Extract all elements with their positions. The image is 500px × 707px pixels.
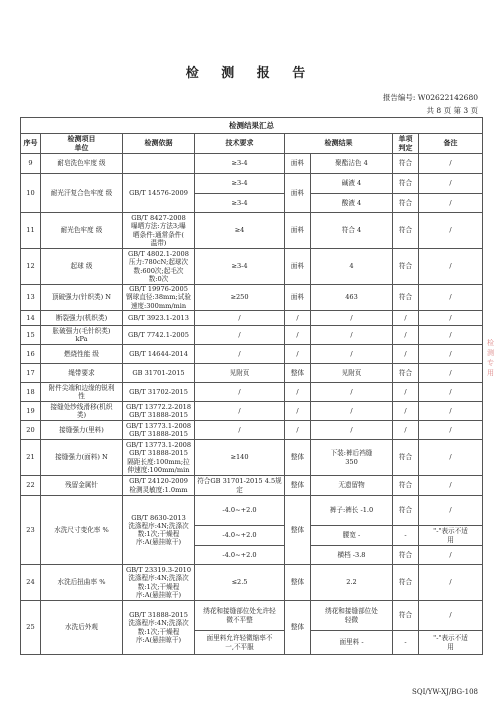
- cell-note: /: [419, 285, 483, 311]
- cell-req: /: [195, 383, 285, 402]
- cell-basis: GB/T 7742.1-2005: [123, 326, 195, 345]
- cell-req: ≥250: [195, 285, 285, 311]
- col-basis: 检测依据: [123, 134, 195, 154]
- cell-judge: /: [393, 311, 419, 326]
- cell-note: /: [419, 476, 483, 496]
- cell-part: 面料: [285, 213, 311, 249]
- cell-basis: GB/T 13772.2-2018 GB/T 31888-2015: [123, 402, 195, 421]
- table-row: [21, 326, 483, 345]
- table-row: [21, 174, 483, 194]
- cell-part: /: [285, 383, 311, 402]
- cell-seq: 13: [21, 285, 41, 311]
- cell-res: /: [311, 421, 393, 440]
- cell-judge: 符合: [393, 364, 419, 383]
- cell-note: /: [419, 326, 483, 345]
- cell-note: /: [419, 154, 483, 174]
- cell-part: 整体: [285, 565, 311, 601]
- cell-judge: 符合: [393, 154, 419, 174]
- col-res: 检测结果: [285, 134, 393, 154]
- report-number: 报告编号: W02622142680: [382, 93, 478, 102]
- results-table: [20, 117, 483, 655]
- cell-res: 463: [311, 285, 393, 311]
- table-row: [21, 565, 483, 601]
- cell-part: 面料: [285, 285, 311, 311]
- col-req: 技术要求: [195, 134, 285, 154]
- cell-res: 横档 -3.8: [311, 546, 393, 565]
- cell-res: 腰宽 -: [311, 526, 393, 546]
- cell-basis: GB/T 31702-2015: [123, 383, 195, 402]
- cell-res: 碱液 4: [311, 174, 393, 194]
- cell-note: /: [419, 440, 483, 476]
- cell-seq: 24: [21, 565, 41, 601]
- cell-seq: 10: [21, 174, 41, 213]
- cell-judge: 符合: [393, 249, 419, 285]
- table-row: [21, 154, 483, 174]
- col-item: 检测项目 单位: [41, 134, 123, 154]
- cell-basis: GB/T 13773.1-2008 GB/T 31888-2015: [123, 421, 195, 440]
- cell-res: 面里料 -: [311, 631, 393, 655]
- cell-seq: 18: [21, 383, 41, 402]
- table-row: [21, 249, 483, 285]
- cell-note: /: [419, 383, 483, 402]
- cell-judge: 符合: [393, 601, 419, 631]
- table-row: [21, 496, 483, 526]
- cell-item: 水洗后扭曲率 %: [41, 565, 123, 601]
- cell-item: 起球 级: [41, 249, 123, 285]
- cell-judge: 符合: [393, 440, 419, 476]
- cell-item: 接缝处纱线滑移(机织 类): [41, 402, 123, 421]
- cell-part: 面料: [285, 174, 311, 213]
- cell-res: 见附页: [311, 364, 393, 383]
- cell-judge: -: [393, 526, 419, 546]
- table-row: [21, 402, 483, 421]
- cell-req: /: [195, 402, 285, 421]
- cell-res: 下装:裤后裆缝 350: [311, 440, 393, 476]
- document-code: SQI/YW-XJ/BG-108: [412, 688, 478, 696]
- cell-req: -4.0~+2.0: [195, 546, 285, 565]
- cell-seq: 23: [21, 496, 41, 565]
- cell-res: 裤子:裤长 -1.0: [311, 496, 393, 526]
- cell-res: 符合 4: [311, 213, 393, 249]
- cell-seq: 15: [21, 326, 41, 345]
- cell-seq: 20: [21, 421, 41, 440]
- cell-judge: 符合: [393, 194, 419, 213]
- cell-basis: GB/T 8630-2013 洗涤程序:4N;洗涤次 数:1次;干燥程 序:A(悬挂晾干): [123, 496, 195, 565]
- cell-basis: GB/T 14644-2014: [123, 345, 195, 364]
- cell-note: "-"表示不适 用: [419, 631, 483, 655]
- cell-judge: 符合: [393, 285, 419, 311]
- cell-basis: GB 31701-2015: [123, 364, 195, 383]
- col-judge: 单项 判定: [393, 134, 419, 154]
- cell-part: 整体: [285, 496, 311, 565]
- cell-basis: GB/T 19976-2005 钢球直径:38mm;试验 速度:300mm/min: [123, 285, 195, 311]
- cell-basis: GB/T 31888-2015 洗涤程序:4N;洗涤次 数:1次;干燥程 序:A(悬挂晾干): [123, 601, 195, 655]
- cell-part: /: [285, 345, 311, 364]
- cell-item: 接缝强力(里料): [41, 421, 123, 440]
- page-info: 共 8 页 第 3 页: [426, 106, 478, 115]
- table-row: [21, 213, 483, 249]
- cell-res: 聚酯沾色 4: [311, 154, 393, 174]
- cell-judge: /: [393, 421, 419, 440]
- cell-part: /: [285, 402, 311, 421]
- cell-judge: 符合: [393, 213, 419, 249]
- cell-note: /: [419, 194, 483, 213]
- cell-judge: /: [393, 326, 419, 345]
- cell-part: /: [285, 311, 311, 326]
- cell-basis: GB/T 24120-2009 检测灵敏度:1.0mm: [123, 476, 195, 496]
- cell-part: /: [285, 421, 311, 440]
- cell-res: 绣花和接缝部位处 轻微: [311, 601, 393, 631]
- cell-item: 附件尖端和边缘的锐利 性: [41, 383, 123, 402]
- cell-part: 面料: [285, 154, 311, 174]
- cell-item: 接缝强力(面料) N: [41, 440, 123, 476]
- cell-req: /: [195, 311, 285, 326]
- cell-judge: 符合: [393, 174, 419, 194]
- cell-item: 水洗尺寸变化率 %: [41, 496, 123, 565]
- cell-judge: 符合: [393, 496, 419, 526]
- cell-req: ≥3-4: [195, 249, 285, 285]
- cell-req: 绣花和接缝部位处允许轻 微不平整: [195, 601, 285, 631]
- cell-part: 整体: [285, 601, 311, 655]
- cell-basis: GB/T 3923.1-2013: [123, 311, 195, 326]
- cell-req: 见附页: [195, 364, 285, 383]
- cell-part: 整体: [285, 476, 311, 496]
- cell-req: ≤2.5: [195, 565, 285, 601]
- table-row: [21, 311, 483, 326]
- cell-seq: 19: [21, 402, 41, 421]
- cell-judge: 符合: [393, 546, 419, 565]
- cell-res: 无遗留物: [311, 476, 393, 496]
- col-note: 备注: [419, 134, 483, 154]
- cell-item: 绳带要求: [41, 364, 123, 383]
- cell-part: /: [285, 326, 311, 345]
- cell-seq: 16: [21, 345, 41, 364]
- table-row: [21, 285, 483, 311]
- col-seq: 序号: [21, 134, 41, 154]
- cell-note: /: [419, 565, 483, 601]
- cell-note: /: [419, 421, 483, 440]
- cell-basis: GB/T 4802.1-2008 压力:780cN;起球次 数:600次;起毛次 数:0次: [123, 249, 195, 285]
- cell-seq: 21: [21, 440, 41, 476]
- cell-seq: 14: [21, 311, 41, 326]
- cell-part: 整体: [285, 440, 311, 476]
- cell-item: 耐光色牢度 级: [41, 213, 123, 249]
- cell-req: /: [195, 345, 285, 364]
- report-title: 检 测 报 告: [185, 66, 315, 81]
- cell-note: /: [419, 496, 483, 526]
- cell-item: 残留金属针: [41, 476, 123, 496]
- cell-judge: 符合: [393, 565, 419, 601]
- cell-res: /: [311, 383, 393, 402]
- cell-note: /: [419, 249, 483, 285]
- cell-seq: 11: [21, 213, 41, 249]
- cell-note: /: [419, 402, 483, 421]
- cell-basis: GB/T 23319.3-2010 洗涤程序:4N;洗涤次 数:1次;干燥程 序:A(悬挂晾干): [123, 565, 195, 601]
- table-row: [21, 345, 483, 364]
- cell-item: 顶破强力(针织类) N: [41, 285, 123, 311]
- cell-item: 断裂强力(机织类): [41, 311, 123, 326]
- cell-req: -4.0~+2.0: [195, 526, 285, 546]
- cell-res: 4: [311, 249, 393, 285]
- table-row: [21, 421, 483, 440]
- cell-req: ≥4: [195, 213, 285, 249]
- cell-part: 面料: [285, 249, 311, 285]
- cell-note: /: [419, 364, 483, 383]
- cell-note: /: [419, 311, 483, 326]
- cell-res: 酸液 4: [311, 194, 393, 213]
- cell-res: /: [311, 326, 393, 345]
- cell-req: ≥3-4: [195, 194, 285, 213]
- cell-res: /: [311, 345, 393, 364]
- cell-note: "-"表示不适 用: [419, 526, 483, 546]
- cell-judge: -: [393, 631, 419, 655]
- cell-item: 水洗后外观: [41, 601, 123, 655]
- cell-note: /: [419, 174, 483, 194]
- cell-basis: [123, 154, 195, 174]
- cell-seq: 17: [21, 364, 41, 383]
- cell-basis: GB/T 8427-2008 曝晒方法:方法3;曝 晒条件:通常条件( 温带): [123, 213, 195, 249]
- cell-req: /: [195, 421, 285, 440]
- cell-req: 面里料允许轻微缩率不 一,不平服: [195, 631, 285, 655]
- cell-note: /: [419, 213, 483, 249]
- cell-req: ≥3-4: [195, 174, 285, 194]
- cell-res: 2.2: [311, 565, 393, 601]
- cell-judge: 符合: [393, 476, 419, 496]
- cell-req: /: [195, 326, 285, 345]
- cell-res: /: [311, 311, 393, 326]
- table-row: [21, 601, 483, 631]
- cell-req: -4.0~+2.0: [195, 496, 285, 526]
- table-row: [21, 383, 483, 402]
- cell-item: 胀破强力(毛针织类) kPa: [41, 326, 123, 345]
- cell-item: 耐光汗复合色牢度 级: [41, 174, 123, 213]
- table-row: [21, 364, 483, 383]
- cell-note: /: [419, 546, 483, 565]
- cell-req: ≥3-4: [195, 154, 285, 174]
- cell-note: /: [419, 601, 483, 631]
- cell-judge: /: [393, 383, 419, 402]
- cell-note: /: [419, 345, 483, 364]
- cell-seq: 25: [21, 601, 41, 655]
- cell-req: ≥140: [195, 440, 285, 476]
- cell-res: /: [311, 402, 393, 421]
- table-row: [21, 440, 483, 476]
- cell-item: 耐皂洗色牢度 级: [41, 154, 123, 174]
- seal-stamp: 检 测 专 用: [487, 339, 494, 377]
- table-row: [21, 476, 483, 496]
- cell-seq: 22: [21, 476, 41, 496]
- cell-req: 符合GB 31701-2015 4.5规 定: [195, 476, 285, 496]
- cell-seq: 9: [21, 154, 41, 174]
- cell-judge: /: [393, 402, 419, 421]
- table-header-row: [21, 134, 483, 154]
- cell-item: 燃烧性能 级: [41, 345, 123, 364]
- table-caption: 检测结果汇总: [21, 118, 483, 134]
- cell-judge: /: [393, 345, 419, 364]
- cell-basis: GB/T 14576-2009: [123, 174, 195, 213]
- cell-seq: 12: [21, 249, 41, 285]
- cell-part: 整体: [285, 364, 311, 383]
- cell-basis: GB/T 13773.1-2008 GB/T 31888-2015 隔距长度:100mm;拉 伸速度:100mm/min: [123, 440, 195, 476]
